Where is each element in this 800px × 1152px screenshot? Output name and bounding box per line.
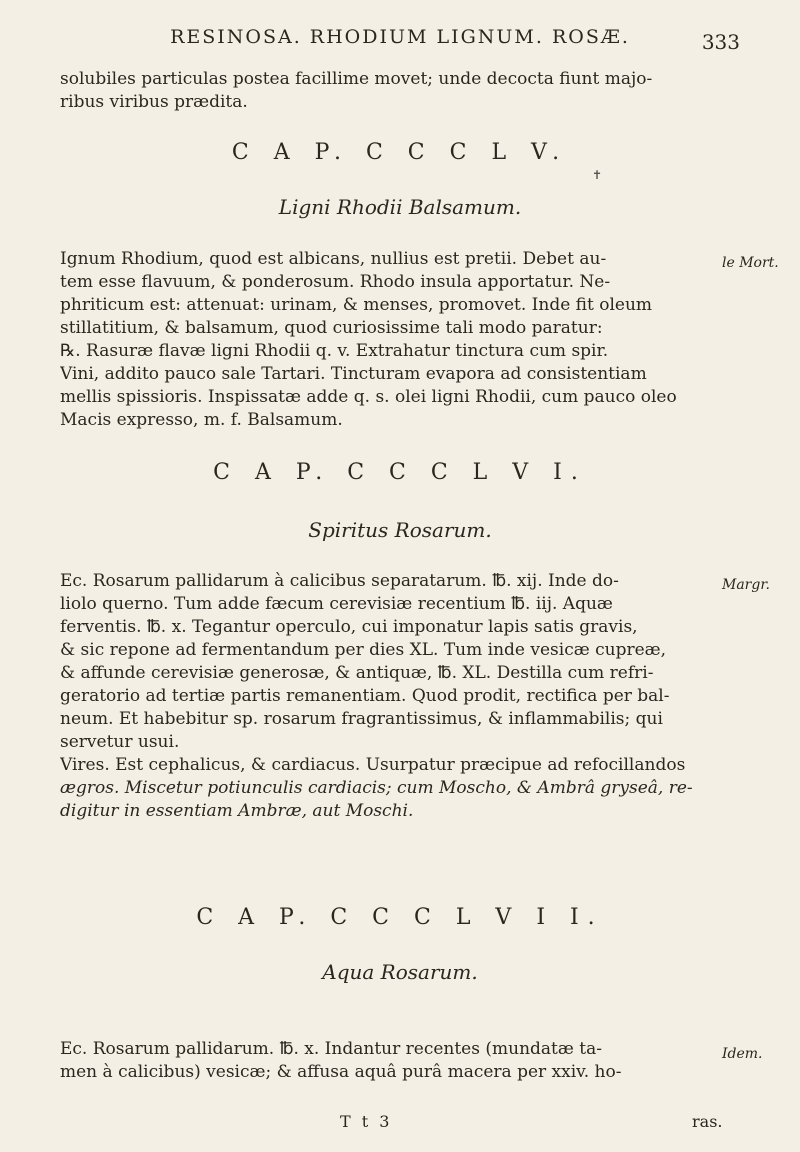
text-line: liolo querno. Tum adde fæcum cerevisiæ recentium ℔. iij. Aquæ bbox=[60, 594, 613, 614]
text-line: Ignum Rhodium, quod est albicans, nullius est pretii. Debet au- bbox=[60, 249, 607, 269]
marginal-note: Margr. bbox=[722, 577, 770, 593]
marginal-note: Idem. bbox=[722, 1046, 763, 1062]
chapter-text bbox=[60, 248, 710, 432]
text-line: men à calicibus) vesicæ; & affusa aquâ purâ macera per xxiv. ho- bbox=[60, 1062, 622, 1082]
text-line: phriticum est: attenuat: urinam, & menses, promovet. Inde fit oleum bbox=[60, 295, 653, 315]
running-head: RESINOSA. RHODIUM LIGNUM. ROSÆ. bbox=[170, 26, 630, 48]
text-line: ribus viribus prædita. bbox=[60, 92, 248, 112]
text-line: ferventis. ℔. x. Tegantur operculo, cui imponatur lapis satis gravis, bbox=[60, 617, 638, 637]
signature-mark: T t 3 bbox=[340, 1112, 393, 1131]
text-line: Vires. Est cephalicus, & cardiacus. Usurpatur præcipue ad refocillandos bbox=[60, 755, 686, 775]
text-line: tem esse flavuum, & ponderosum. Rhodo insula apportatur. Ne- bbox=[60, 272, 611, 292]
chapter-title: Spiritus Rosarum. bbox=[308, 518, 492, 542]
chapter-heading: C A P. C C C L V I I. bbox=[196, 905, 604, 930]
chapter-heading: C A P. C C C L V I. bbox=[213, 460, 587, 485]
text-line: Vini, addito pauco sale Tartari. Tincturam evapora ad consistentiam bbox=[60, 364, 647, 384]
catchword: ras. bbox=[692, 1112, 723, 1131]
text-line: stillatitium, & balsamum, quod curiosissime tali modo paratur: bbox=[60, 318, 603, 338]
chapter-text bbox=[60, 1038, 710, 1084]
page-number: 333 bbox=[701, 30, 740, 54]
chapter-title: Aqua Rosarum. bbox=[322, 960, 478, 984]
text-line: servetur usui. bbox=[60, 732, 180, 752]
text-line: & affunde cerevisiæ generosæ, & antiquæ, ℔. XL. Destilla cum refri- bbox=[60, 663, 654, 683]
text-line: Ec. Rosarum pallidarum. ℔. x. Indantur recentes (mundatæ ta- bbox=[60, 1039, 602, 1059]
intro-paragraph bbox=[60, 68, 710, 114]
text-line: & sic repone ad fermentandum per dies XL. Tum inde vesicæ cupreæ, bbox=[60, 640, 667, 660]
text-line: solubiles particulas postea facillime movet; unde decocta fiunt majo- bbox=[60, 69, 653, 89]
text-line: Ec. Rosarum pallidarum à calicibus separatarum. ℔. xij. Inde do- bbox=[60, 571, 619, 591]
text-line: digitur in essentiam Ambræ, aut Moschi. bbox=[60, 801, 414, 821]
text-line: mellis spissioris. Inspissatæ adde q. s. olei ligni Rhodii, cum pauco oleo bbox=[60, 387, 677, 407]
text-line: Macis expresso, m. f. Balsamum. bbox=[60, 410, 343, 430]
text-line: ℞. Rasuræ flavæ ligni Rhodii q. v. Extrahatur tinctura cum spir. bbox=[60, 341, 609, 361]
marginal-note: le Mort. bbox=[722, 255, 779, 271]
text-line: neum. Et habebitur sp. rosarum fragrantissimus, & inflammabilis; qui bbox=[60, 709, 663, 729]
chapter-title: Ligni Rhodii Balsamum. bbox=[278, 195, 522, 219]
chapter-heading: C A P. C C C L V. bbox=[231, 140, 569, 165]
ink-mark: ✝ bbox=[592, 168, 603, 182]
text-line: geratorio ad tertiæ partis remanentiam. Quod prodit, rectifica per bal- bbox=[60, 686, 670, 706]
text-line: ægros. Miscetur potiunculis cardiacis; cum Moscho, & Ambrâ gryseâ, re- bbox=[60, 778, 693, 798]
chapter-text bbox=[60, 570, 710, 823]
